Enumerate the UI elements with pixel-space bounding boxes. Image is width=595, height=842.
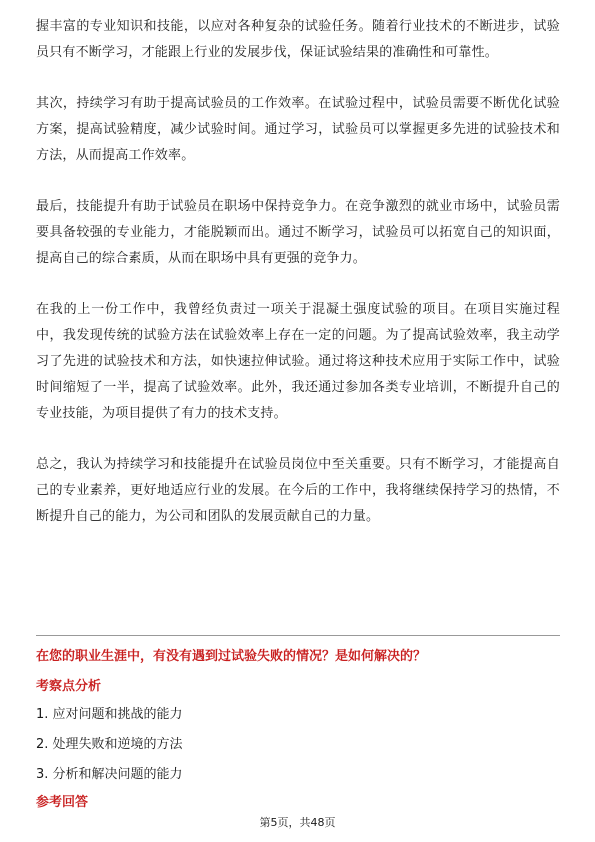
list-item: 3. 分析和解决问题的能力 [36,767,183,782]
page-number: 第5页，共48页 [259,816,336,829]
answer-heading: 参考回答 [36,795,89,810]
list-item: 1. 应对问题和挑战的能力 [36,707,183,722]
interview-question: 在您的职业生涯中，有没有遇到过试验失败的情况？是如何解决的？ [36,649,427,664]
analysis-list [36,700,183,790]
section-divider [36,635,560,636]
paragraph: 其次，持续学习有助于提高试验员的工作效率。在试验过程中，试验员需要不断优化试验方案，提高试验精度，减少试验时间。通过学习，试验员可以掌握更多先进的试验技术和方法，从而提高工作效率。 [36,96,560,163]
paragraph: 最后，技能提升有助于试验员在职场中保持竞争力。在竞争激烈的就业市场中，试验员需要具备较强的专业能力，才能脱颖而出。通过不断学习，试验员可以拓宽自己的知识面，提高自己的综合素质，从而在职场中具有更强的竞争力。 [36,199,560,266]
body-text [36,14,560,530]
paragraph: 在我的上一份工作中，我曾经负责过一项关于混凝土强度试验的项目。在项目实施过程中，我发现传统的试验方法在试验效率上存在一定的问题。为了提高试验效率，我主动学习了先进的试验技术和方法，如快速拉伸试验。通过将这种技术应用于实际工作中，试验时间缩短了一半，提高了试验效率。此外，我还通过参加各类专业培训，不断提升自己的专业技能，为项目提供了有力的技术支持。 [36,302,560,421]
paragraph: 握丰富的专业知识和技能，以应对各种复杂的试验任务。随着行业技术的不断进步，试验员只有不断学习，才能跟上行业的发展步伐，保证试验结果的准确性和可靠性。 [36,19,560,60]
paragraph: 总之，我认为持续学习和技能提升在试验员岗位中至关重要。只有不断学习，才能提高自己的专业素养，更好地适应行业的发展。在今后的工作中，我将继续保持学习的热情，不断提升自己的能力，为公司和团队的发展贡献自己的力量。 [36,457,560,524]
list-item: 2. 处理失败和逆境的方法 [36,737,183,752]
analysis-heading: 考察点分析 [36,679,102,694]
